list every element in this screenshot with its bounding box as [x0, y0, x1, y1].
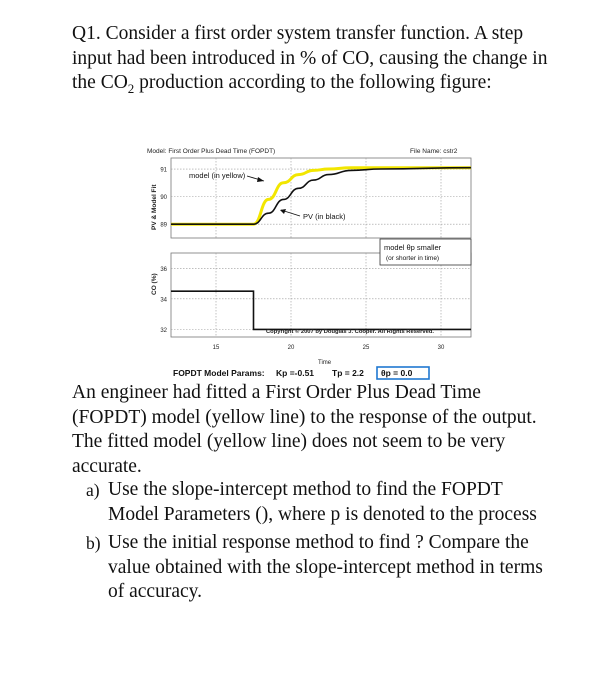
lower-y-axis-label: CO (%): [151, 273, 158, 295]
x-tick-label: 15: [212, 345, 220, 351]
part-b-text: Use the initial response method to find ? Compare the value obtained with the slope-intercept method in terms of accuracy.: [108, 532, 543, 602]
model-title-label: Model: First Order Plus Dead Time (FOPDT): [147, 148, 276, 155]
question-part2: production according to the following figure:: [134, 72, 492, 93]
part-a: [86, 478, 556, 527]
x-tick-label: 25: [362, 345, 370, 351]
question-text: [72, 22, 552, 101]
part-b-label: b): [86, 533, 101, 553]
body-paragraph: An engineer had fitted a First Order Plus Dead Time (FOPDT) model (yellow line) to the response of the output. The fitted model (yellow line) does not seem to be very accurate.: [72, 382, 537, 477]
annotation-box-line1: model θp smaller: [384, 243, 442, 252]
part-a-text: Use the slope-intercept method to find the FOPDT Model Parameters (), where p is denoted to the process: [108, 479, 537, 525]
x-tick-label: 20: [287, 345, 295, 351]
upper-tick-labels: [160, 168, 167, 229]
kp-value: Kp =-0.51: [276, 368, 315, 378]
question-part1: Q1. Consider a first order system transfer function. A step input had been introduced in % of CO, causing the change in the CO: [72, 23, 548, 93]
lower-tick-label: 36: [160, 266, 167, 273]
x-tick-label: 30: [437, 345, 445, 351]
upper-tick-label: 89: [160, 222, 167, 229]
pv-annotation: PV (in black): [303, 212, 346, 221]
thetap-value: θp = 0.0: [381, 368, 413, 378]
model-annotation: model (in yellow): [189, 171, 246, 180]
part-a-label: a): [86, 480, 100, 500]
lower-tick-labels: [160, 267, 167, 334]
lower-tick-label: 34: [160, 297, 167, 304]
upper-tick-label: 90: [160, 195, 167, 202]
upper-y-axis-label: PV & Model Fit: [151, 184, 158, 230]
fopdt-figure: [140, 140, 476, 380]
fopdt-chart: [140, 140, 476, 380]
file-name-label: File Name: cstr2: [410, 148, 458, 155]
lower-tick-label: 32: [160, 327, 167, 334]
annotation-box-line2: (or shorter in time): [386, 255, 440, 262]
x-tick-labels: [213, 345, 445, 351]
tp-value: Tp = 2.2: [332, 368, 364, 378]
question-parts: [86, 478, 556, 605]
part-b: [86, 531, 556, 605]
copyright-text: Copyright © 2007 by Douglas J. Cooper. All Rights Reserved.: [266, 329, 435, 335]
upper-tick-label: 91: [160, 167, 167, 174]
params-label: FOPDT Model Params:: [173, 368, 265, 378]
co2-subscript: 2: [127, 80, 135, 96]
x-axis-label: Time: [318, 360, 332, 366]
